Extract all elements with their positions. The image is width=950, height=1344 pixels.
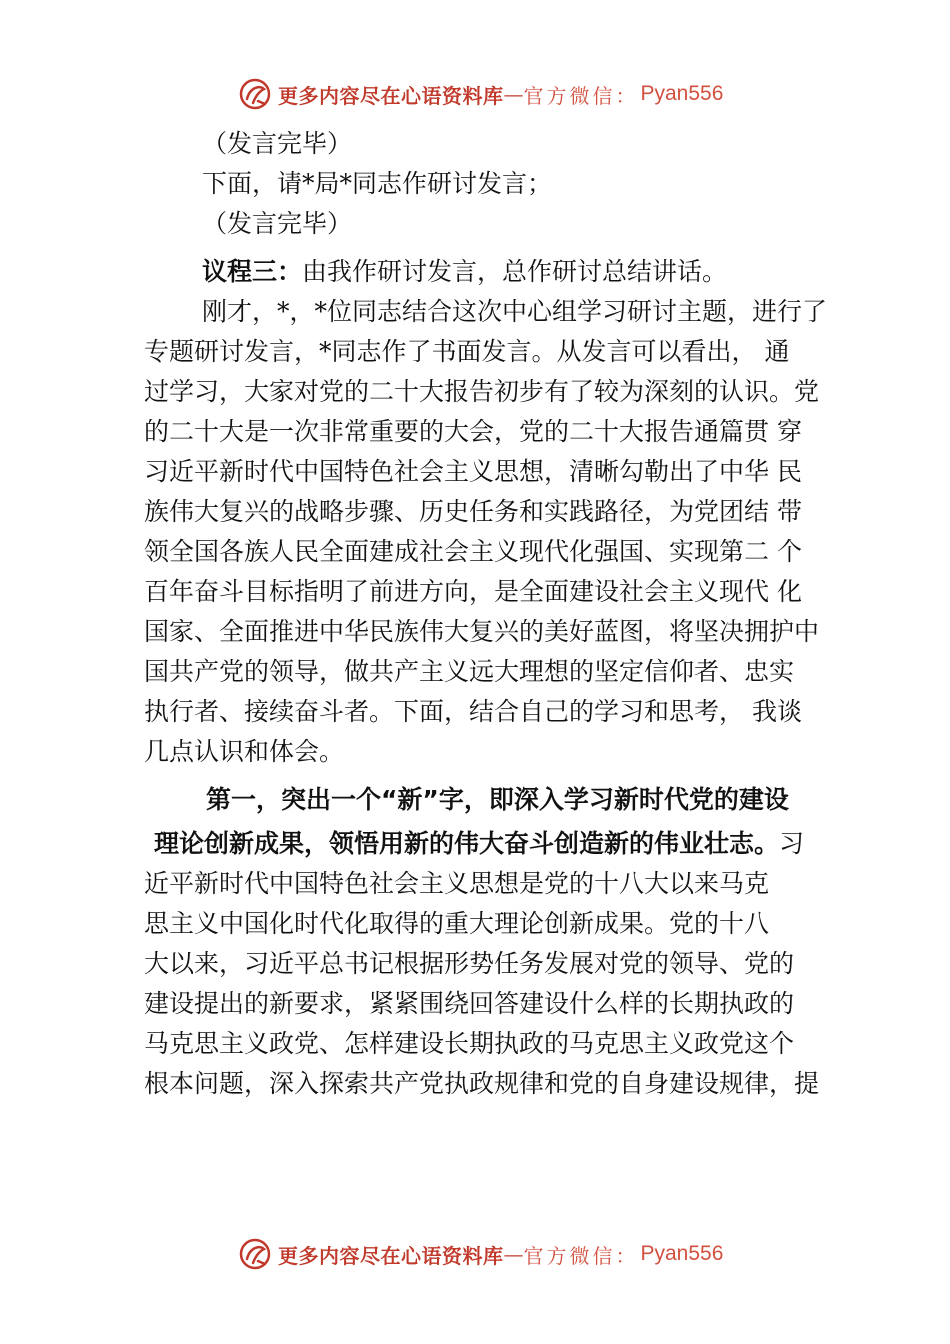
banner-slogan: 更多内容尽在心语资料库 xyxy=(278,83,504,108)
header-banner xyxy=(238,74,723,114)
paragraph-line: 国共产党的领导，做共产主义远大理想的坚定信仰者、忠实 xyxy=(144,657,795,686)
banner-label: 官方微信： xyxy=(523,1243,639,1268)
section-line: 马克思主义政党、怎样建设长期执政的马克思主义政党这个 xyxy=(144,1029,795,1058)
paragraph-line: 的二十大是一次非常重要的大会，党的二十大报告通篇贯 穿 xyxy=(144,417,802,446)
section-one-body-start: 习 xyxy=(779,829,805,858)
speech-end-note-2: （发言完毕） xyxy=(202,209,353,238)
paragraph-line: 过学习，大家对党的二十大报告初步有了较为深刻的认识。党 xyxy=(144,377,820,406)
section-line: 近平新时代中国特色社会主义思想是党的十八大以来马克 xyxy=(144,869,770,898)
section-one-title-text: 理论创新成果，领悟用新的伟大奋斗创造新的伟业壮志。 xyxy=(154,829,780,858)
section-line: 思主义中国化时代化取得的重大理论创新成果。党的十八 xyxy=(144,909,770,938)
banner-wechat-id: Pyan556 xyxy=(640,1242,724,1265)
paragraph-line: 百年奋斗目标指明了前进方向，是全面建设社会主义现代 化 xyxy=(144,577,802,606)
footer-banner xyxy=(238,1234,723,1274)
banner-slogan: 更多内容尽在心语资料库 xyxy=(278,1243,504,1268)
section-line: 大以来，习近平总书记根据形势任务发展对党的领导、党的 xyxy=(144,949,795,978)
paragraph-line: 领全国各族人民全面建成社会主义现代化强国、实现第二 个 xyxy=(144,537,802,566)
paragraph-line: 几点认识和体会。 xyxy=(144,737,345,766)
section-one-title-line1: 第一，突出一个“新”字，即深入学习新时代党的建设 xyxy=(206,785,789,814)
banner-wechat-id: Pyan556 xyxy=(640,82,724,105)
document-body xyxy=(144,124,834,1104)
agenda-text: 由我作研讨发言，总作研讨总结讲话。 xyxy=(302,257,728,286)
brand-logo-icon xyxy=(238,77,272,111)
paragraph-line: 习近平新时代中国特色社会主义思想，清晰勾勒出了中华 民 xyxy=(144,457,802,486)
summary-paragraph xyxy=(144,292,834,772)
banner-dash: — xyxy=(503,82,524,106)
banner-label: 官方微信： xyxy=(523,83,639,108)
paragraph-line: 刚才，*，*位同志结合这次中心组学习研讨主题，进行了 xyxy=(202,297,828,326)
agenda-heading: 议程三： xyxy=(202,257,303,286)
brand-logo-icon xyxy=(238,1237,272,1271)
speech-end-note-1: （发言完毕） xyxy=(202,129,353,158)
agenda-three xyxy=(144,252,834,292)
paragraph-line: 族伟大复兴的战略步骤、历史任务和实践路径，为党团结 带 xyxy=(144,497,802,526)
paragraph-line: 国家、全面推进中华民族伟大复兴的美好蓝图，将坚决拥护中 xyxy=(144,617,820,646)
section-one-title-line2 xyxy=(144,824,834,864)
section-one-body xyxy=(144,864,834,1104)
section-line: 建设提出的新要求，紧紧围绕回答建设什么样的长期执政的 xyxy=(144,989,795,1018)
paragraph-line: 专题研讨发言，*同志作了书面发言。从发言可以看出， 通 xyxy=(144,337,790,366)
next-speaker-line: 下面，请*局*同志作研讨发言； xyxy=(202,169,553,198)
section-line: 根本问题，深入探索共产党执政规律和党的自身建设规律，提 xyxy=(144,1069,820,1098)
paragraph-line: 执行者、接续奋斗者。下面，结合自己的学习和思考， 我谈 xyxy=(144,697,802,726)
banner-dash: — xyxy=(503,1242,524,1266)
